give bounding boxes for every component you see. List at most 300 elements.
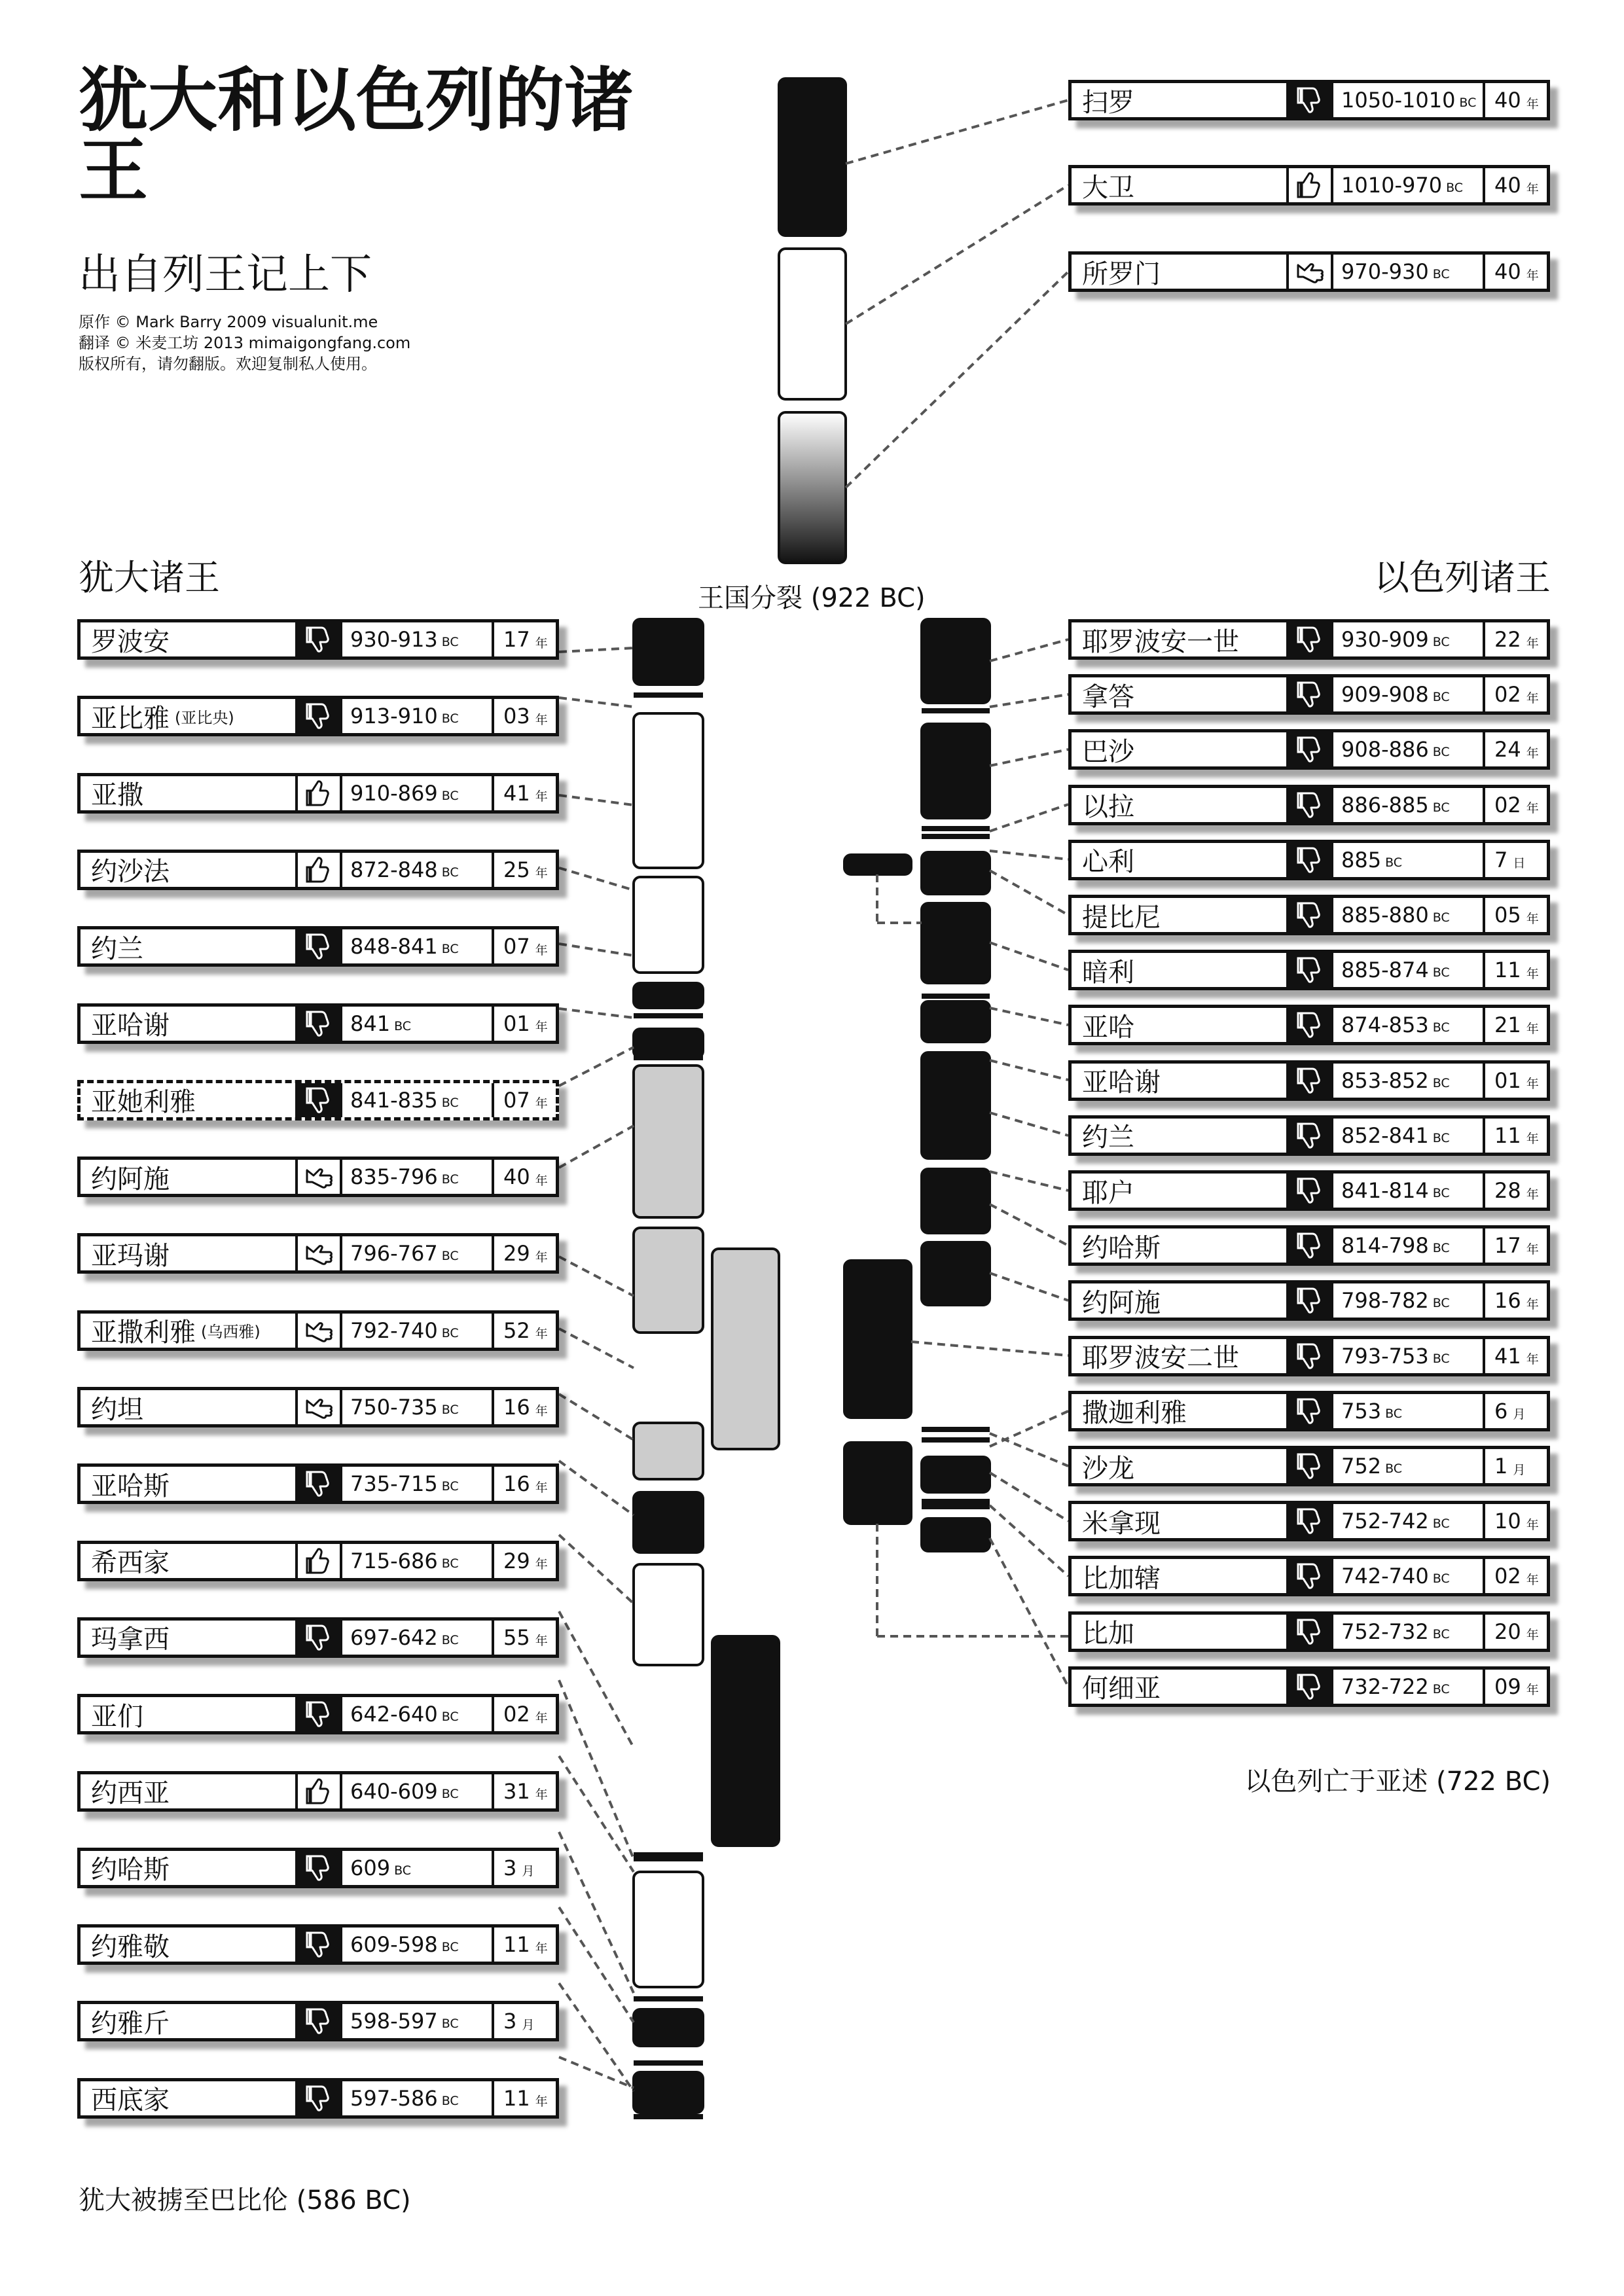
reign-dates-value: 1050-1010 bbox=[1341, 88, 1456, 113]
reign-unit: 年 bbox=[535, 942, 548, 958]
reign-unit: 年 bbox=[535, 1787, 548, 1802]
era-label: BC bbox=[1432, 267, 1450, 281]
reign-length bbox=[494, 1314, 556, 1348]
reign-unit: 年 bbox=[535, 1557, 548, 1572]
reign-dates-value: 597-586 bbox=[350, 2085, 438, 2111]
israel-connector bbox=[990, 1204, 1068, 1246]
king-name-text: 约阿施 bbox=[91, 1164, 170, 1194]
reign-length-value: 11 bbox=[1494, 958, 1521, 983]
king-name-text: 约兰 bbox=[1082, 1122, 1134, 1153]
reign-dates bbox=[1333, 1615, 1485, 1649]
era-label: BC bbox=[1432, 1626, 1450, 1641]
king-name bbox=[1072, 255, 1289, 289]
reign-dates-value: 752 bbox=[1341, 1454, 1382, 1479]
era-label: BC bbox=[441, 711, 459, 726]
reign-length-value: 24 bbox=[1494, 737, 1521, 762]
reign-unit: 月 bbox=[522, 2017, 535, 2032]
thumbs-down-icon bbox=[1289, 1559, 1333, 1593]
reign-dates bbox=[342, 1467, 494, 1501]
judah-king-row bbox=[77, 696, 559, 736]
reign-dates-value: 872-848 bbox=[350, 857, 438, 882]
reign-unit: 年 bbox=[1526, 1132, 1539, 1147]
israel-king-row bbox=[1068, 619, 1550, 660]
judah-connector bbox=[559, 698, 634, 707]
king-name bbox=[1072, 83, 1289, 117]
reign-length-value: 02 bbox=[503, 1702, 530, 1727]
king-name-text: 亚哈斯 bbox=[91, 1471, 170, 1501]
reign-length bbox=[1485, 732, 1547, 766]
judah-reign-bar bbox=[634, 1228, 703, 1333]
reign-length bbox=[494, 1160, 556, 1194]
era-label: BC bbox=[441, 1325, 459, 1340]
thumbs-down-icon bbox=[1289, 732, 1333, 766]
reign-length bbox=[1485, 1449, 1547, 1483]
thumbs-down-icon bbox=[1289, 1064, 1333, 1098]
era-label: BC bbox=[441, 865, 459, 880]
reign-dates-value: 909-908 bbox=[1341, 682, 1429, 708]
reign-dates-value: 841-835 bbox=[350, 1087, 438, 1113]
credit-original: 原作 © Mark Barry 2009 visualunit.me bbox=[79, 313, 378, 331]
king-name-text: 约哈斯 bbox=[1082, 1232, 1161, 1263]
thumbs-down-icon bbox=[298, 2004, 342, 2038]
judah-connector bbox=[559, 1126, 634, 1168]
reign-dates bbox=[342, 853, 494, 887]
king-name-text: 亚撒 bbox=[91, 780, 143, 810]
reign-dates bbox=[1333, 843, 1485, 877]
reign-dates-value: 814-798 bbox=[1341, 1233, 1429, 1259]
reign-dates bbox=[1333, 83, 1485, 117]
reign-unit: 年 bbox=[535, 1249, 548, 1265]
thumbs-down-icon bbox=[1289, 1615, 1333, 1649]
reign-dates bbox=[342, 622, 494, 656]
reign-dates bbox=[342, 699, 494, 733]
reign-dates bbox=[1333, 255, 1485, 289]
reign-dates-value: 796-767 bbox=[350, 1241, 438, 1266]
israel-overlap-tick bbox=[922, 1437, 990, 1443]
reign-length bbox=[1485, 622, 1547, 656]
reign-dates bbox=[342, 1007, 494, 1041]
reign-length bbox=[1485, 1559, 1547, 1593]
reign-length bbox=[1485, 1283, 1547, 1318]
judah-connector bbox=[559, 944, 634, 956]
israel-connector bbox=[990, 1172, 1068, 1191]
judah-king-row bbox=[77, 1771, 559, 1812]
reign-length bbox=[494, 1774, 556, 1808]
king-name-text: 约西亚 bbox=[91, 1778, 170, 1808]
reign-dates bbox=[342, 1697, 494, 1731]
israel-king-row bbox=[1068, 1556, 1550, 1596]
king-name-text: 以拉 bbox=[1082, 792, 1134, 822]
reign-length bbox=[1485, 1615, 1547, 1649]
israel-king-row bbox=[1068, 1391, 1550, 1431]
judah-connector bbox=[559, 1907, 634, 2022]
king-name bbox=[1072, 1174, 1289, 1208]
israel-king-row bbox=[1068, 1060, 1550, 1101]
reign-unit: 月 bbox=[1513, 1407, 1526, 1422]
reign-dates bbox=[1333, 1008, 1485, 1042]
reign-dates bbox=[1333, 1670, 1485, 1704]
king-name bbox=[1072, 168, 1289, 202]
reign-length bbox=[494, 1007, 556, 1041]
king-name bbox=[81, 1390, 298, 1424]
judah-king-row bbox=[77, 1080, 559, 1121]
reign-dates bbox=[1333, 622, 1485, 656]
judah-reign-bar bbox=[634, 713, 703, 868]
thumbs-up-icon bbox=[298, 776, 342, 810]
reign-dates bbox=[1333, 1229, 1485, 1263]
reign-length bbox=[494, 1928, 556, 1962]
reign-unit: 年 bbox=[1526, 1683, 1539, 1698]
reign-unit: 年 bbox=[1526, 1628, 1539, 1643]
reign-length bbox=[494, 2081, 556, 2115]
reign-dates bbox=[342, 1236, 494, 1270]
judah-connector bbox=[559, 1756, 634, 1872]
reign-length-value: 02 bbox=[1494, 1564, 1521, 1589]
thumbs-down-icon bbox=[1289, 677, 1333, 711]
thumbs-down-icon bbox=[298, 929, 342, 963]
israel-connector bbox=[990, 694, 1068, 707]
era-label: BC bbox=[1432, 800, 1450, 815]
reign-unit: 年 bbox=[1526, 745, 1539, 761]
king-name bbox=[81, 1314, 298, 1348]
reign-dates-value: 885 bbox=[1341, 847, 1382, 872]
israel-end-note: 以色列亡于亚述 (722 BC) bbox=[1244, 1767, 1551, 1797]
reign-length bbox=[494, 1236, 556, 1270]
israel-connector bbox=[990, 1505, 1068, 1576]
reign-dates-value: 642-640 bbox=[350, 1702, 438, 1727]
reign-length bbox=[1485, 168, 1547, 202]
thumbs-down-icon bbox=[298, 1083, 342, 1117]
reign-length bbox=[494, 929, 556, 963]
reign-length bbox=[1485, 1229, 1547, 1263]
king-name bbox=[81, 1160, 298, 1194]
reign-length-value: 40 bbox=[1494, 259, 1521, 284]
thumbs-down-icon bbox=[1289, 1174, 1333, 1208]
reign-length-value: 6 bbox=[1494, 1398, 1508, 1424]
reign-unit: 年 bbox=[1526, 1021, 1539, 1036]
reign-dates-value: 852-841 bbox=[1341, 1122, 1429, 1148]
reign-length bbox=[1485, 898, 1547, 932]
reign-dates-value: 735-715 bbox=[350, 1471, 438, 1497]
israel-reign-bar bbox=[922, 1001, 990, 1042]
thumbs-down-icon bbox=[298, 1928, 342, 1962]
king-name-text: 暗利 bbox=[1082, 957, 1134, 988]
reign-length-value: 16 bbox=[503, 1395, 530, 1420]
era-label: BC bbox=[441, 1249, 459, 1264]
king-name-text: 亚哈谢 bbox=[1082, 1067, 1161, 1098]
reign-dates-value: 885-874 bbox=[1341, 958, 1429, 983]
reign-length-value: 11 bbox=[503, 1932, 530, 1958]
reign-dates-value: 715-686 bbox=[350, 1548, 438, 1573]
reign-unit: 年 bbox=[535, 712, 548, 727]
era-label: BC bbox=[1385, 855, 1403, 870]
israel-reign-bar bbox=[922, 619, 990, 703]
reign-length-value: 3 bbox=[503, 2009, 517, 2034]
judah-king-row bbox=[77, 1463, 559, 1504]
reign-unit: 年 bbox=[1526, 911, 1539, 926]
thumbs-down-icon bbox=[298, 1851, 342, 1885]
judah-king-row bbox=[77, 1694, 559, 1734]
era-label: BC bbox=[441, 1172, 459, 1187]
era-label: BC bbox=[1432, 635, 1450, 649]
era-label: BC bbox=[441, 1479, 459, 1494]
thumbs-down-icon bbox=[1289, 1339, 1333, 1373]
judah-connector bbox=[559, 1257, 634, 1296]
king-name-text: 亚哈谢 bbox=[91, 1011, 170, 1041]
king-name-text: 亚她利雅 bbox=[91, 1087, 196, 1117]
reign-dates-value: 609 bbox=[350, 1855, 391, 1880]
era-label: BC bbox=[1432, 690, 1450, 705]
reign-dates bbox=[342, 929, 494, 963]
reign-length-value: 05 bbox=[1494, 903, 1521, 927]
reign-dates-value: 752-742 bbox=[1341, 1509, 1429, 1534]
thumbs-down-icon bbox=[298, 699, 342, 733]
reign-dates bbox=[1333, 788, 1485, 822]
era-label: BC bbox=[441, 1632, 459, 1647]
hand-sideways-icon bbox=[298, 1236, 342, 1270]
era-label: BC bbox=[441, 1786, 459, 1801]
reign-length bbox=[494, 699, 556, 733]
king-name-text: 亚们 bbox=[91, 1701, 143, 1732]
reign-unit: 年 bbox=[1526, 1242, 1539, 1257]
reign-unit: 年 bbox=[535, 866, 548, 881]
judah-king-row bbox=[77, 2001, 559, 2041]
reign-dates-value: 886-885 bbox=[1341, 792, 1429, 817]
king-name-text: 约坦 bbox=[91, 1394, 143, 1424]
reign-unit: 年 bbox=[535, 1173, 548, 1188]
reign-dates bbox=[342, 2004, 494, 2038]
israel-connector bbox=[990, 942, 1068, 970]
jeroboam2-bar bbox=[844, 1261, 911, 1418]
thumbs-down-icon bbox=[1289, 622, 1333, 656]
reign-unit: 年 bbox=[535, 1020, 548, 1034]
judah-reign-bar bbox=[634, 1029, 703, 1058]
king-name bbox=[81, 699, 298, 733]
thumbs-up-icon bbox=[1289, 168, 1333, 202]
reign-length bbox=[494, 1697, 556, 1731]
israel-overlap-tick bbox=[922, 1499, 990, 1504]
reign-length-value: 01 bbox=[503, 1011, 530, 1036]
king-name bbox=[1072, 1283, 1289, 1318]
reign-length-value: 07 bbox=[503, 1087, 530, 1113]
reign-unit: 年 bbox=[535, 1941, 548, 1956]
reign-unit: 年 bbox=[535, 1710, 548, 1725]
israel-overlap-tick bbox=[922, 1504, 990, 1509]
reign-length-value: 52 bbox=[503, 1318, 530, 1343]
judah-connector bbox=[559, 795, 634, 805]
hand-sideways-icon bbox=[298, 1314, 342, 1348]
reign-length-value: 29 bbox=[503, 1241, 530, 1266]
israel-reign-bar bbox=[922, 1052, 990, 1158]
reign-unit: 日 bbox=[1513, 856, 1526, 871]
reign-dates-value: 835-796 bbox=[350, 1164, 438, 1190]
reign-dates-value: 732-722 bbox=[1341, 1674, 1429, 1699]
israel-overlap-tick bbox=[922, 1427, 990, 1432]
reign-dates-value: 841 bbox=[350, 1011, 391, 1036]
reign-length-value: 55 bbox=[503, 1624, 530, 1650]
credit-copyright: 版权所有，请勿翻版。欢迎复制私人使用。 bbox=[79, 355, 377, 373]
israel-connector bbox=[990, 851, 1068, 859]
israel-connector bbox=[990, 1273, 1068, 1300]
judah-connector bbox=[559, 1983, 634, 2091]
judah-reign-bar bbox=[634, 1872, 703, 1987]
reign-length bbox=[1485, 1119, 1547, 1153]
israel-king-row bbox=[1068, 1666, 1550, 1707]
reign-dates bbox=[1333, 898, 1485, 932]
era-label: BC bbox=[1432, 1571, 1450, 1587]
king-name-text: 米拿现 bbox=[1082, 1508, 1161, 1539]
judah-reign-bar bbox=[634, 619, 703, 685]
israel-king-row bbox=[1068, 1115, 1550, 1156]
reign-dates bbox=[342, 1621, 494, 1655]
era-label: BC bbox=[441, 1403, 459, 1417]
israel-king-row bbox=[1068, 1170, 1550, 1211]
reign-dates-value: 793-753 bbox=[1341, 1343, 1429, 1369]
reign-length-value: 02 bbox=[1494, 682, 1521, 708]
reign-unit: 年 bbox=[1526, 1077, 1539, 1092]
judah-end-note: 犹大被掳至巴比伦 (586 BC) bbox=[79, 2185, 411, 2215]
judah-connector bbox=[559, 1009, 634, 1018]
reign-length-value: 31 bbox=[503, 1778, 530, 1804]
judah-king-row bbox=[77, 850, 559, 890]
reign-dates-value: 750-735 bbox=[350, 1395, 438, 1420]
reign-length-value: 40 bbox=[503, 1164, 530, 1190]
reign-dates-value: 697-642 bbox=[350, 1624, 438, 1650]
reign-unit: 年 bbox=[1526, 636, 1539, 651]
united-king-row bbox=[1068, 80, 1550, 120]
reign-dates bbox=[342, 776, 494, 810]
thumbs-down-icon bbox=[1289, 1229, 1333, 1263]
reign-dates bbox=[1333, 1119, 1485, 1153]
david-bar bbox=[779, 249, 846, 399]
king-name-text: 约雅敬 bbox=[91, 1931, 170, 1962]
reign-length bbox=[494, 1621, 556, 1655]
reign-length bbox=[1485, 1064, 1547, 1098]
king-name-text: 约沙法 bbox=[91, 857, 170, 887]
king-name bbox=[81, 622, 298, 656]
reign-length bbox=[1485, 677, 1547, 711]
reign-dates-value: 640-609 bbox=[350, 1778, 438, 1804]
king-name-text: 心利 bbox=[1082, 847, 1134, 877]
reign-dates bbox=[1333, 1283, 1485, 1318]
judah-king-row bbox=[77, 1924, 559, 1965]
king-name bbox=[1072, 788, 1289, 822]
king-name bbox=[81, 1083, 298, 1117]
reign-dates-value: 1010-970 bbox=[1341, 173, 1443, 198]
division-note: 王国分裂 (922 BC) bbox=[698, 583, 926, 613]
thumbs-down-icon bbox=[298, 1697, 342, 1731]
reign-unit: 年 bbox=[1526, 1572, 1539, 1587]
judah-king-row bbox=[77, 1387, 559, 1427]
solomon-connector bbox=[846, 272, 1068, 488]
reign-length bbox=[494, 622, 556, 656]
judah-king-row bbox=[77, 1541, 559, 1581]
era-label: BC bbox=[441, 2017, 459, 2032]
reign-length-value: 20 bbox=[1494, 1619, 1521, 1644]
king-name bbox=[1072, 1449, 1289, 1483]
reign-dates bbox=[342, 1928, 494, 1962]
reign-length bbox=[1485, 1394, 1547, 1428]
thumbs-down-icon bbox=[1289, 1283, 1333, 1318]
era-label: BC bbox=[441, 635, 459, 649]
thumbs-down-icon bbox=[1289, 953, 1333, 987]
reign-dates bbox=[1333, 732, 1485, 766]
judah-reign-bar bbox=[634, 2072, 703, 2113]
reign-length-value: 3 bbox=[503, 1855, 517, 1880]
judah-connector bbox=[559, 1611, 634, 1748]
era-label: BC bbox=[394, 1863, 412, 1878]
israel-section-title: 以色列诸王 bbox=[1374, 557, 1551, 598]
reign-length bbox=[1485, 1339, 1547, 1373]
judah-reign-bar bbox=[634, 2009, 703, 2046]
reign-dates-value: 910-869 bbox=[350, 780, 438, 806]
reign-unit: 年 bbox=[535, 1403, 548, 1418]
king-name-text: 约阿施 bbox=[1082, 1287, 1161, 1318]
israel-king-row bbox=[1068, 840, 1550, 880]
judah-reign-bar bbox=[634, 983, 703, 1008]
era-label: BC bbox=[1385, 1406, 1403, 1421]
king-name-text: 何细亚 bbox=[1082, 1674, 1161, 1704]
thumbs-up-icon bbox=[298, 1774, 342, 1808]
king-name bbox=[81, 929, 298, 963]
reign-length-value: 28 bbox=[1494, 1178, 1521, 1203]
reign-dates-value: 798-782 bbox=[1341, 1288, 1429, 1314]
king-name bbox=[1072, 1670, 1289, 1704]
judah-overlap-tick bbox=[634, 1055, 703, 1060]
king-name-text: 耶罗波安二世 bbox=[1082, 1343, 1239, 1373]
israel-king-row bbox=[1068, 1005, 1550, 1045]
judah-connector bbox=[559, 648, 634, 652]
reign-dates-value: 742-740 bbox=[1341, 1564, 1429, 1589]
king-name-text: 比加辖 bbox=[1082, 1563, 1161, 1594]
united-king-row bbox=[1068, 165, 1550, 206]
thumbs-down-icon bbox=[1289, 1394, 1333, 1428]
king-name-text: 耶罗波安一世 bbox=[1082, 626, 1239, 656]
king-name bbox=[1072, 1008, 1289, 1042]
king-name-text: 亚玛谢 bbox=[91, 1240, 170, 1271]
israel-king-row bbox=[1068, 1501, 1550, 1541]
era-label: BC bbox=[1432, 1681, 1450, 1696]
reign-dates-value: 753 bbox=[1341, 1398, 1382, 1424]
king-name-text: 亚比雅 bbox=[91, 703, 170, 734]
king-name bbox=[1072, 1504, 1289, 1538]
king-name-text: 亚撒利雅 bbox=[91, 1318, 196, 1348]
reign-length bbox=[1485, 1174, 1547, 1208]
judah-king-row bbox=[77, 1003, 559, 1044]
israel-connector bbox=[990, 1008, 1068, 1025]
king-name-text: 玛拿西 bbox=[91, 1624, 170, 1655]
reign-length bbox=[1485, 255, 1547, 289]
israel-connector bbox=[990, 1060, 1068, 1080]
king-name bbox=[1072, 1615, 1289, 1649]
king-name-text: 耶户 bbox=[1082, 1177, 1134, 1208]
king-name bbox=[81, 2081, 298, 2115]
reign-dates bbox=[1333, 1449, 1485, 1483]
reign-length-value: 11 bbox=[1494, 1122, 1521, 1148]
reign-dates bbox=[342, 1851, 494, 1885]
saul-connector bbox=[846, 100, 1068, 164]
king-name bbox=[1072, 1559, 1289, 1593]
king-name-text: 拿答 bbox=[1082, 681, 1134, 712]
reign-dates-value: 841-814 bbox=[1341, 1178, 1429, 1203]
judah-king-row bbox=[77, 2078, 559, 2119]
reign-length bbox=[1485, 1504, 1547, 1538]
reign-length-value: 10 bbox=[1494, 1509, 1521, 1534]
reign-length-value: 41 bbox=[1494, 1343, 1521, 1369]
reign-length-value: 41 bbox=[503, 780, 530, 806]
manasseh-coregency-bar bbox=[712, 1636, 779, 1846]
reign-dates bbox=[1333, 1339, 1485, 1373]
